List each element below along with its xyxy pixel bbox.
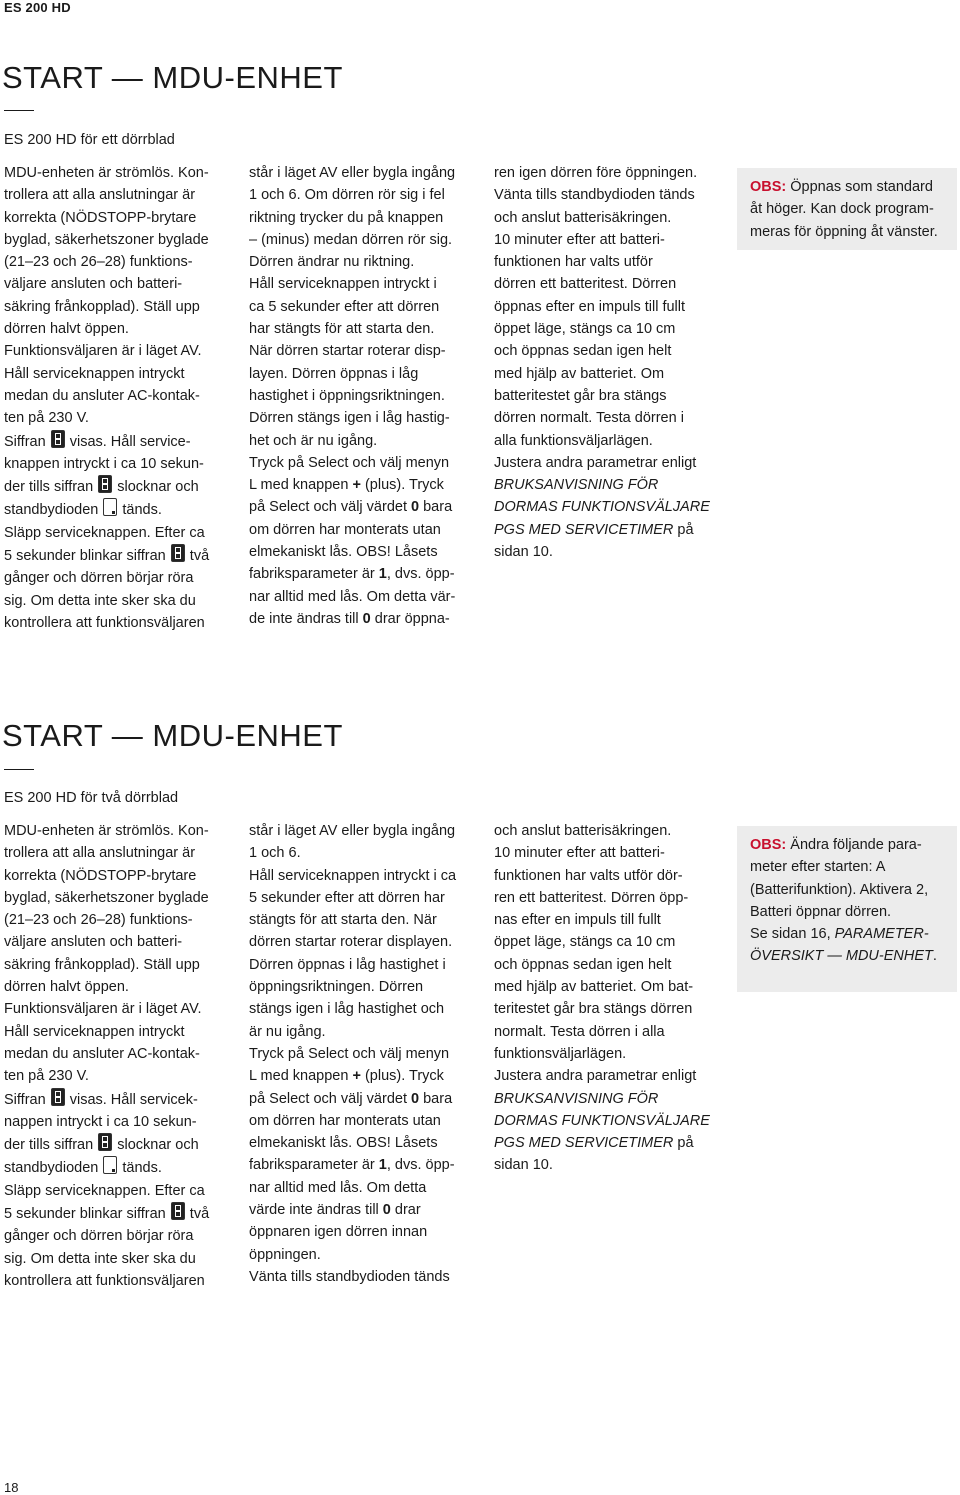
text-segment: Siffran xyxy=(4,1091,50,1108)
display-digit-icon xyxy=(171,1202,185,1220)
paragraph xyxy=(4,162,236,340)
text-segment: + xyxy=(352,477,361,494)
text-segment: slocknar och standbydioden xyxy=(4,479,199,519)
obs-end: . xyxy=(932,948,937,965)
display-digit-icon xyxy=(51,1088,65,1106)
text-segment: drar öppna- xyxy=(370,610,450,627)
text-segment: Släpp serviceknappen. Efter ca 5 sekunder blinkar siffran xyxy=(4,524,205,565)
paragraph xyxy=(4,363,236,430)
text-segment: , dvs. öpp- nar alltid med lås. Om detta vär- de inte ändras till xyxy=(249,566,456,627)
section-2-column-1 xyxy=(4,820,236,1292)
section-1-rule xyxy=(4,110,34,111)
text-segment: Håll serviceknappen intryckt i ca 5 sekunder efter att dörren har stängts för att starta den. När dörren startar roterar disp- layen. Dörren öppnas i låg hastighet i öppningsriktningen. Dörren stängs igen i låg hastig- het och är nu igång. xyxy=(249,276,450,449)
display-digit-icon xyxy=(98,1133,112,1151)
paragraph xyxy=(4,1088,236,1180)
section-1-title: START — MDU-ENHET xyxy=(2,60,343,95)
section-2-rule xyxy=(4,769,34,770)
paragraph xyxy=(494,229,726,452)
text-segment: 1 xyxy=(378,566,387,583)
text-segment: två gånger och dörren börjar röra sig. Om detta inte sker ska du kontrollera att funktionsväljaren xyxy=(4,548,210,631)
paragraph xyxy=(249,273,481,451)
text-segment: tänds. xyxy=(118,1160,162,1177)
text-segment: Håll serviceknappen intryckt medan du ansluter AC-kontak- ten på 230 V. xyxy=(4,365,200,427)
paragraph xyxy=(4,1180,236,1292)
text-segment: Släpp serviceknappen. Efter ca 5 sekunder blinkar siffran xyxy=(4,1182,205,1223)
text-segment: 10 minuter efter att batteri- funktionen har valts utför dör- ren ett batteritest. Dörren öpp- nas efter en impuls till fullt öppet läge, stängs ca 10 cm och öppnas sedan igen helt med hjälp av batteriet. Om bat- teritestet går bra stängs dörren normalt. Testa dörren i alla funktionsväljarlägen. xyxy=(494,845,694,1062)
text-segment: (plus). Tryck på Select och välj värdet xyxy=(249,1068,444,1107)
text-segment: Håll serviceknappen intryckt i ca 5 sekunder efter att dörren har stängts för att starta den. När dörren startar roterar displayen. Dörren öppnas i låg hastighet i öppningsriktningen. Dörren stängs igen i låg hastighet och är nu igång. xyxy=(249,867,457,1040)
text-segment: Justera andra parametrar enligt xyxy=(494,454,697,471)
text-segment: + xyxy=(352,1068,361,1085)
text-segment: visas. Håll servicek- nappen intryckt i ca 10 sekun- der tills siffran xyxy=(4,1091,198,1154)
paragraph xyxy=(4,1021,236,1088)
paragraph xyxy=(494,162,726,229)
text-segment: MDU-enheten är strömlös. Kon- trollera att alla anslutningar är korrekta (NÖDSTOPP-brytare byglad, säkerhetszoner byglade (21–23 och 26–28) funktions- väljare ansluten och batteri- säkring frånkopplad). Ställ upp dörren halvt öppen. xyxy=(4,165,209,338)
text-segment: på sidan 10. xyxy=(494,521,694,561)
standby-diode-icon xyxy=(103,1156,117,1174)
text-segment: bara om dörren har monterats utan elmekaniskt lås. OBS! Låsets fabriksparameter är xyxy=(249,499,453,583)
text-segment: 1 xyxy=(378,1157,387,1174)
paragraph xyxy=(4,998,236,1020)
text-segment: Siffran xyxy=(4,433,50,450)
text-segment: 0 xyxy=(362,610,371,627)
text-segment: och anslut batterisäkringen. xyxy=(494,823,672,839)
display-digit-icon xyxy=(171,544,185,562)
paragraph xyxy=(494,820,726,842)
paragraph xyxy=(494,1065,726,1176)
obs-text: Ändra följande para- meter efter starten: A (Batterifunktion). Aktivera 2, Batteri öppnar dörren. Se sidan 16, xyxy=(750,837,929,943)
text-segment: BRUKSANVISNING FÖR DORMAS FUNKTIONSVÄLJARE PGS MED SERVICETIMER xyxy=(494,477,710,538)
text-segment: 10 minuter efter att batteri- funktionen har valts utför dörren ett batteritest. Dörren öppnas efter en impuls till fullt öppet läge, stängs ca 10 cm och öppnas sedan igen helt med hjälp av batteriet. Om batteritestet går bra stängs dörren normalt. Testa dörren i alla funktionsväljarlägen. xyxy=(494,231,686,449)
paragraph xyxy=(4,430,236,522)
paragraph xyxy=(249,162,481,273)
section-1-subtitle: ES 200 HD för ett dörrblad xyxy=(4,132,175,148)
section-1-column-1 xyxy=(4,162,236,634)
section-2-obs-note xyxy=(737,826,957,992)
text-segment: Håll serviceknappen intryckt medan du ansluter AC-kontak- ten på 230 V. xyxy=(4,1023,200,1085)
display-digit-icon xyxy=(98,475,112,493)
document-header: ES 200 HD xyxy=(4,0,71,15)
paragraph xyxy=(4,820,236,998)
text-segment: MDU-enheten är strömlös. Kon- trollera att alla anslutningar är korrekta (NÖDSTOPP-brytare byglad, säkerhetszoner byglade (21–23 och 26–28) funktions- väljare ansluten och batteri- säkring frånkopplad). Ställ upp dörren halvt öppen. xyxy=(4,823,209,996)
display-digit-icon xyxy=(51,430,65,448)
paragraph xyxy=(4,522,236,634)
text-segment: Vänta tills standbydioden tänds xyxy=(249,1268,450,1285)
text-segment: , dvs. öpp- nar alltid med lås. Om detta värde inte ändras till xyxy=(249,1157,455,1219)
obs-label: OBS: xyxy=(750,179,787,195)
page-number: 18 xyxy=(4,1480,19,1495)
paragraph xyxy=(249,1266,481,1288)
text-segment: två gånger och dörren börjar röra sig. Om detta inte sker ska du kontrollera att funktionsväljaren xyxy=(4,1206,210,1289)
paragraph xyxy=(249,865,481,1043)
text-segment: på sidan 10. xyxy=(494,1135,694,1174)
text-segment: 0 xyxy=(411,499,420,516)
text-segment: 0 xyxy=(411,1090,420,1107)
paragraph xyxy=(249,820,481,865)
paragraph xyxy=(249,452,481,630)
section-2-title: START — MDU-ENHET xyxy=(2,718,343,753)
standby-diode-icon xyxy=(103,498,117,516)
paragraph xyxy=(4,340,236,362)
paragraph xyxy=(494,842,726,1065)
text-segment: 0 xyxy=(382,1202,391,1219)
text-segment: Justera andra parametrar enligt xyxy=(494,1068,697,1085)
text-segment: visas. Håll service- knappen intryckt i ca 10 sekun- der tills siffran xyxy=(4,433,204,496)
text-segment: ren igen dörren före öppningen. Vänta tills standbydioden tänds och anslut batterisäkringen. xyxy=(494,165,698,226)
obs-text: Öppnas som standard åt höger. Kan dock program- meras för öppning åt vänster. xyxy=(750,179,938,240)
section-1-column-2 xyxy=(249,162,481,630)
text-segment: drar öppnaren igen dörren innan öppningen. xyxy=(249,1202,428,1263)
section-2-subtitle: ES 200 HD för två dörrblad xyxy=(4,790,179,806)
text-segment: Funktionsväljaren är i läget AV. xyxy=(4,343,202,360)
section-2-column-2 xyxy=(249,820,481,1288)
text-segment: står i läget AV eller bygla ingång 1 och 6. xyxy=(249,823,456,862)
obs-label: OBS: xyxy=(750,837,787,853)
paragraph xyxy=(494,452,726,563)
text-segment: (plus). Tryck på Select och välj värdet xyxy=(249,477,444,516)
text-segment: står i läget AV eller bygla ingång 1 och 6. Om dörren rör sig i fel riktning trycker du på knappen – (minus) medan dörren rör sig. Dörren ändrar nu riktning. xyxy=(249,165,456,271)
text-segment: bara om dörren har monterats utan elmekaniskt lås. OBS! Låsets fabriksparameter är xyxy=(249,1090,453,1174)
section-1-obs-note xyxy=(737,168,957,250)
text-segment: Funktionsväljaren är i läget AV. xyxy=(4,1001,202,1018)
section-1-column-3 xyxy=(494,162,726,563)
text-segment: slocknar och standbydioden xyxy=(4,1137,199,1177)
section-2-column-3 xyxy=(494,820,726,1177)
obs-reference: PARAMETER- ÖVERSIKT — MDU-ENHET xyxy=(750,926,933,965)
text-segment: tänds. xyxy=(118,502,162,519)
text-segment: Tryck på Select och välj menyn L med knappen xyxy=(249,1045,450,1085)
text-segment: Tryck på Select och välj menyn L med knappen xyxy=(249,454,450,494)
paragraph xyxy=(249,1043,481,1266)
text-segment: BRUKSANVISNING FÖR DORMAS FUNKTIONSVÄLJARE PGS MED SERVICETIMER xyxy=(494,1090,710,1152)
